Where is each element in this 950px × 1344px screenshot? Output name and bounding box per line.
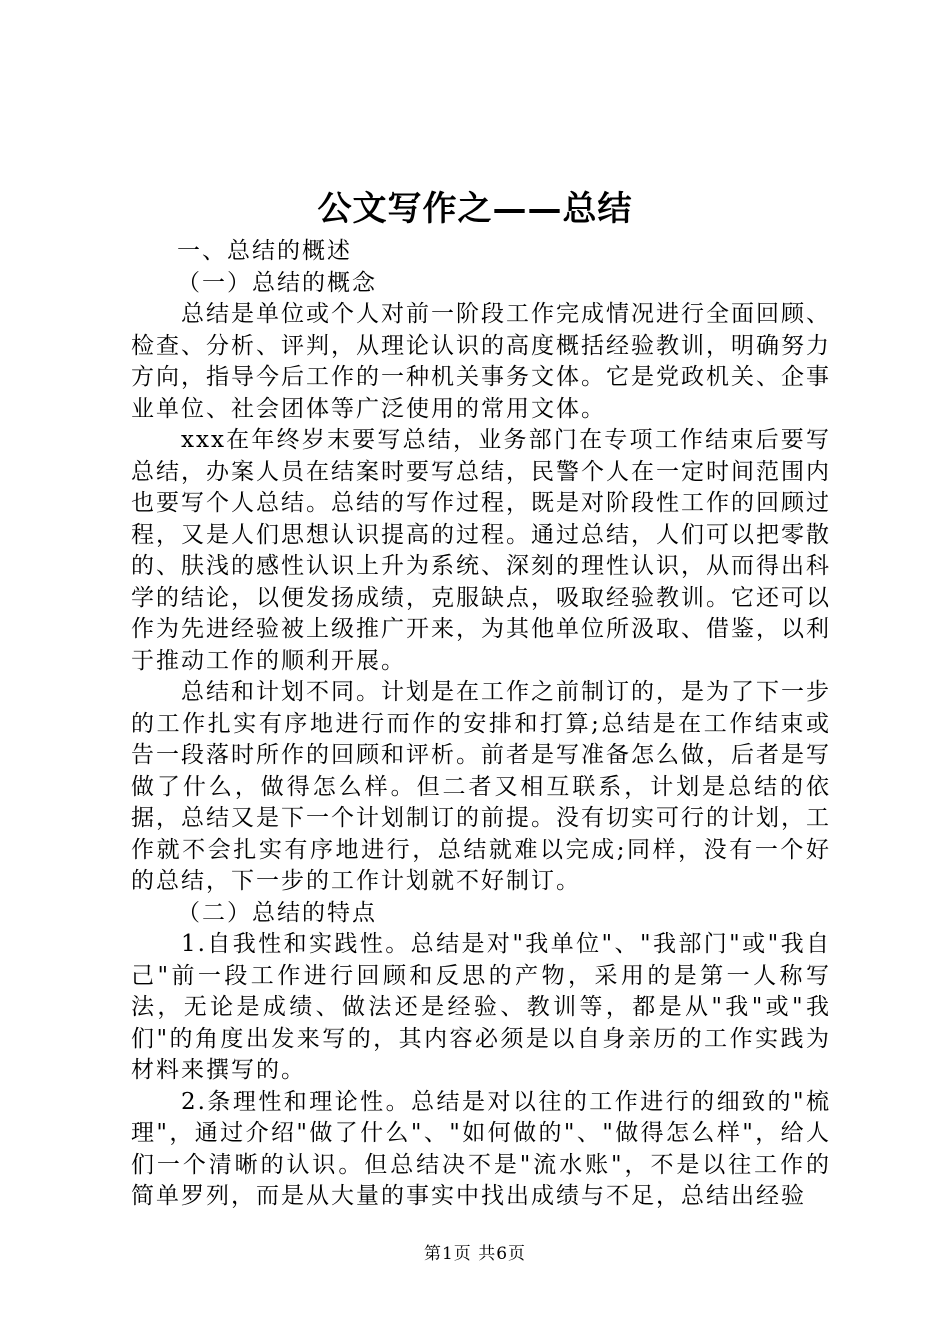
section-heading-overview: 一、总结的概述 [177, 238, 352, 264]
paragraph-vs-plan: 总结和计划不同。计划是在工作之前制订的，是为了下一步的工作扎实有序地进行而作的安排和打算;总结是在工作结束或告一段落时所作的回顾和评析。前者是写准备怎么做，后者是写做了什么，做得怎么样。但二者又相互联系，计划是总结的依据，总结又是下一个计划制订的前提。没有切实可行的计划，工作就不会扎实有序地进行，总结就难以完成;同样，没有一个好的总结，下一步的工作计划就不好制订。 [131, 679, 831, 894]
document-title: 公文写作之——总结 [317, 189, 633, 229]
paragraph-purpose: xxx在年终岁末要写总结，业务部门在专项工作结束后要写总结，办案人员在结案时要写总结，民警个人在一定时间范围内也要写个人总结。总结的写作过程，既是对阶段性工作的回顾过程，又是人们思想认识提高的过程。通过总结，人们可以把零散的、肤浅的感性认识上升为系统、深刻的理性认识，从而得出科学的结论，以便发扬成绩，克服缺点，吸取经验教训。它还可以作为先进经验被上级推广开来，为其他单位所汲取、借鉴，以利于推动工作的顺利开展。 [131, 427, 831, 674]
paragraph-feature-1: 1.自我性和实践性。总结是对"我单位"、"我部门"或"我自己"前一段工作进行回顾和反思的产物，采用的是第一人称写法，无论是成绩、做法还是经验、教训等，都是从"我"或"我们"的角度出发来写的，其内容必须是以自身亲历的工作实践为材料来撰写的。 [131, 931, 831, 1083]
paragraph-definition: 总结是单位或个人对前一阶段工作完成情况进行全面回顾、检查、分析、评判，从理论认识的高度概括经验教训，明确努力方向，指导今后工作的一种机关事务文体。它是党政机关、企事业单位、社会团体等广泛使用的常用文体。 [131, 301, 831, 422]
subsection-heading-features: （二）总结的特点 [177, 899, 377, 926]
document-body [131, 236, 831, 1213]
paragraph-feature-2: 2.条理性和理论性。总结是对以往的工作进行的细致的"梳理"，通过介绍"做了什么"、"如何做的"、"做得怎么样"，给人们一个清晰的认识。但总结决不是"流水账"，不是以往工作的简单罗列，而是从大量的事实中找出成绩与不足，总结出经验 [131, 1088, 831, 1209]
subsection-heading-concept: （一）总结的概念 [177, 269, 377, 296]
page-footer: 第1页 共6页 [423, 1244, 527, 1264]
